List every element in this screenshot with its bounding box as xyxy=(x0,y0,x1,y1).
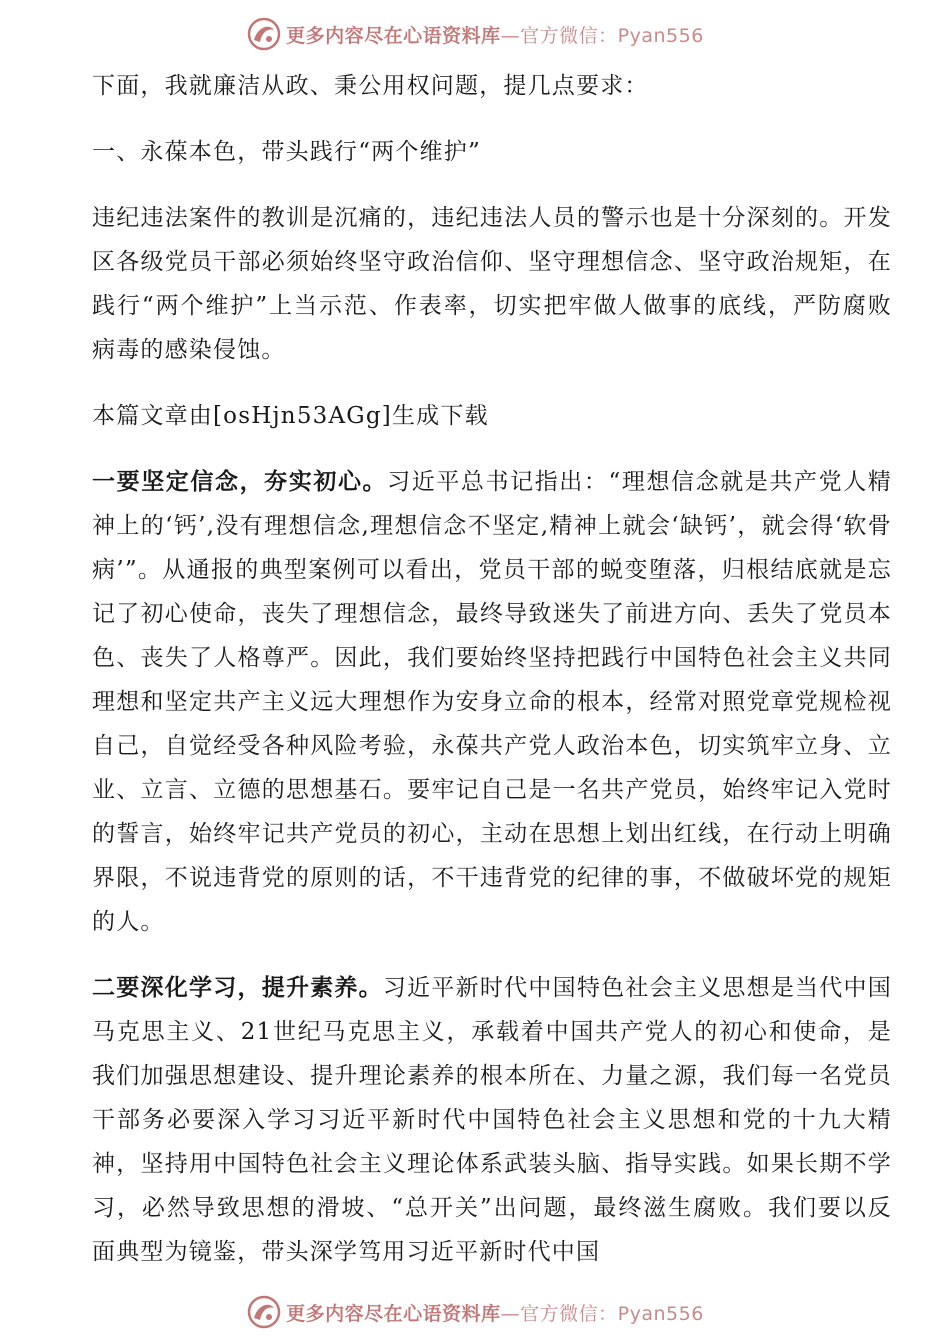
footer-watermark xyxy=(0,1290,950,1334)
watermark-brand: 更多内容尽在心语资料库 xyxy=(286,24,501,47)
watermark-text xyxy=(286,21,704,48)
logo-icon xyxy=(246,16,282,52)
paragraph-1: 违纪违法案件的教训是沉痛的，违纪违法人员的警示也是十分深刻的。开发区各级党员干部必须始终坚守政治信仰、坚守理想信念、坚守政治规矩，在践行“两个维护”上当示范、作表率，切实把牢做人做事的底线，严防腐败病毒的感染侵蚀。 xyxy=(92,205,892,363)
watermark-brand: 更多内容尽在心语资料库 xyxy=(286,1302,501,1325)
header-watermark xyxy=(0,12,950,56)
watermark-separator: — xyxy=(500,1302,521,1325)
watermark-wechat: 官方微信：Pyan556 xyxy=(520,24,704,47)
logo-icon xyxy=(246,1294,282,1330)
section-2-body: 习近平新时代中国特色社会主义思想是当代中国马克思主义、21世纪马克思主义，承载着中国共产党人的初心和使命，是我们加强思想建设、提升理论素养的根本所在、力量之源，我们每一名党员干部务必要深入学习习近平新时代中国特色社会主义思想和党的十九大精神，坚持用中国特色社会主义理论体系武装头脑、指导实践。如果长期不学习，必然导致思想的滑坡、“总开关”出问题，最终滋生腐败。我们要以反面典型为镜鉴，带头深学笃用习近平新时代中国 xyxy=(92,975,892,1265)
section-1-body: 习近平总书记指出：“理想信念就是共产党人精神上的‘钙’,没有理想信念,理想信念不坚定,精神上就会‘缺钙’，就会得‘软骨病’”。从通报的典型案例可以看出，党员干部的蜕变堕落，归根结底就是忘记了初心使命，丧失了理想信念，最终导致迷失了前进方向、丢失了党员本色、丧失了人格尊严。因此，我们要始终坚持把践行中国特色社会主义共同理想和坚定共产主义远大理想作为安身立命的根本，经常对照党章党规检视自己，自觉经受各种风险考验，永葆共产党人政治本色，切实筑牢立身、立业、立言、立德的思想基石。要牢记自己是一名共产党员，始终牢记入党时的誓言，始终牢记共产党员的初心，主动在思想上划出红线，在行动上明确界限，不说违背党的原则的话，不干违背党的纪律的事，不做破坏党的规矩的人。 xyxy=(92,469,892,935)
section-1-lead: 一要坚定信念，夯实初心。 xyxy=(92,469,388,495)
paragraph-section-1 xyxy=(92,460,892,944)
watermark-wechat: 官方微信：Pyan556 xyxy=(520,1302,704,1325)
document-body xyxy=(92,64,892,1274)
section-2-lead: 二要深化学习，提升素养。 xyxy=(92,975,383,1001)
paragraph-section-2 xyxy=(92,966,892,1274)
section-heading-1: 一、永葆本色，带头践行“两个维护” xyxy=(92,139,481,165)
watermark-text xyxy=(286,1299,704,1326)
intro-line: 下面，我就廉洁从政、秉公用权问题，提几点要求： xyxy=(92,73,649,99)
watermark-separator: — xyxy=(500,24,521,47)
download-notice: 本篇文章由[osHjn53AGg]生成下载 xyxy=(92,403,489,429)
